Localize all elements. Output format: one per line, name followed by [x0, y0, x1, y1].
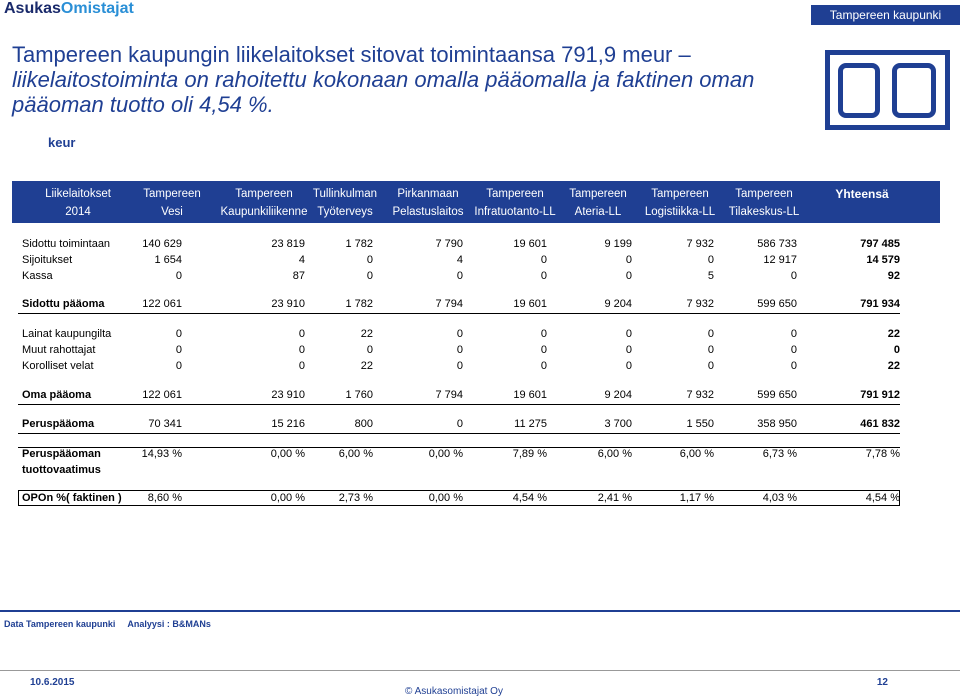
row-label — [22, 296, 105, 312]
table-cell: 6,00 % — [679, 448, 714, 460]
table-cell: 0,00 % — [428, 448, 463, 460]
table-cell: 4,54 % — [512, 492, 547, 504]
unit-label: keur — [48, 135, 76, 150]
table-cell: 0 — [540, 254, 547, 266]
row-label-text: Sidottu pääoma — [22, 298, 105, 310]
row-label-text: Muut rahottajat — [22, 344, 96, 356]
column-header-line1: Liikelaitokset — [45, 188, 111, 200]
table-cell: 22 — [360, 328, 373, 340]
table-cell: 0 — [456, 344, 463, 356]
analysis-text: Analyysi : B&MANs — [127, 619, 211, 629]
table-cell: 797 485 — [860, 238, 900, 250]
title-line3: pääoman tuotto oli 4,54 %. — [12, 92, 274, 117]
table-cell: 7 932 — [686, 389, 714, 401]
column-header-6 — [558, 181, 638, 223]
row-divider — [18, 433, 900, 434]
table-cell: 6,00 % — [338, 448, 373, 460]
table-row — [0, 416, 960, 432]
column-header-1 — [132, 181, 212, 223]
row-label-text: Korolliset velat — [22, 360, 94, 372]
table-cell: 358 950 — [757, 418, 797, 430]
table-cell: 7,89 % — [512, 448, 547, 460]
table-cell: 0,00 % — [428, 492, 463, 504]
row-label-text: Lainat kaupungilta — [22, 328, 112, 340]
table-cell: 1 782 — [345, 238, 373, 250]
table-cell: 0 — [625, 328, 632, 340]
table-cell: 0 — [175, 344, 182, 356]
table-cell: 0 — [175, 360, 182, 372]
table-row — [0, 268, 960, 284]
table-cell: 2,41 % — [597, 492, 632, 504]
table-cell: 1 550 — [686, 418, 714, 430]
table-cell: 0 — [707, 344, 714, 356]
table-cell: 4,54 % — [865, 492, 900, 504]
page-number: 12 — [876, 677, 888, 688]
table-cell: 1 760 — [345, 389, 373, 401]
row-divider — [18, 447, 900, 448]
table-cell: 461 832 — [860, 418, 900, 430]
table-cell: 122 061 — [142, 298, 182, 310]
row-divider — [18, 404, 900, 405]
table-cell: 0 — [456, 328, 463, 340]
column-header-line2: Pelastuslaitos — [392, 206, 464, 218]
table-cell: 92 — [887, 270, 900, 282]
table-cell: 0,00 % — [270, 448, 305, 460]
city-badge: Tampereen kaupunki — [811, 5, 960, 25]
table-cell: 140 629 — [142, 238, 182, 250]
table-cell: 19 601 — [513, 389, 547, 401]
source-text: Data Tampereen kaupunki — [4, 619, 116, 629]
table-row — [0, 296, 960, 312]
table-cell: 0,00 % — [270, 492, 305, 504]
table-cell: 586 733 — [757, 238, 797, 250]
table-cell: 8,60 % — [147, 492, 182, 504]
table-cell: 12 917 — [763, 254, 797, 266]
row-label — [22, 358, 94, 374]
column-header-line1: Tampereen — [735, 188, 793, 200]
row-label-text-2: tuottovaatimus — [22, 464, 101, 476]
footer-source — [4, 619, 211, 629]
column-header-line2: Työterveys — [317, 206, 373, 218]
table-cell: 7 794 — [435, 389, 463, 401]
table-cell: 1 654 — [154, 254, 182, 266]
table-cell: 0 — [298, 344, 305, 356]
column-header-line2: Ateria-LL — [574, 206, 622, 218]
table-cell: 5 — [707, 270, 714, 282]
row-label-text: OPOn %( faktinen ) — [22, 492, 122, 504]
footer-copyright: © Asukasomistajat Oy — [405, 686, 503, 697]
logo-right-shape — [892, 63, 936, 118]
table-cell: 0 — [456, 360, 463, 372]
column-header-line2: Infratuotanto-LL — [474, 206, 556, 218]
row-label — [22, 342, 95, 358]
table-cell: 0 — [707, 328, 714, 340]
row-label — [22, 416, 94, 432]
column-header-line2: Vesi — [161, 206, 183, 218]
logo-left-shape — [838, 63, 880, 118]
column-header-line1: Tampereen — [651, 188, 709, 200]
row-label — [22, 387, 91, 403]
column-header-line1: Yhteensä — [835, 187, 889, 201]
table-cell: 0 — [366, 344, 373, 356]
table-cell: 0 — [540, 328, 547, 340]
row-label — [22, 252, 72, 268]
table-cell: 9 204 — [604, 389, 632, 401]
table-cell: 0 — [625, 360, 632, 372]
table-cell: 0 — [707, 360, 714, 372]
table-cell: 7,78 % — [865, 448, 900, 460]
column-header-4 — [383, 181, 473, 223]
row-divider — [18, 313, 900, 314]
table-cell: 6,00 % — [597, 448, 632, 460]
table-cell: 22 — [887, 360, 900, 372]
table-cell: 22 — [360, 360, 373, 372]
table-cell: 87 — [292, 270, 305, 282]
column-header-line1: Tullinkulman — [312, 188, 378, 200]
table-row — [0, 358, 960, 374]
column-header-line1: Pirkanmaan — [397, 188, 459, 200]
table-cell: 0 — [625, 254, 632, 266]
table-cell: 0 — [790, 328, 797, 340]
table-cell: 800 — [354, 418, 373, 430]
column-header-0 — [23, 181, 133, 223]
table-cell: 599 650 — [757, 389, 797, 401]
table-row — [0, 236, 960, 252]
column-header-9 — [817, 181, 907, 223]
column-header-line1: Tampereen — [235, 188, 293, 200]
table-cell: 70 341 — [148, 418, 182, 430]
footer-date: 10.6.2015 — [30, 677, 75, 688]
table-cell: 4,03 % — [762, 492, 797, 504]
row-label-text: Peruspääoman — [22, 448, 101, 460]
row-highlight-box — [18, 490, 900, 506]
row-label-text: Sijoitukset — [22, 254, 73, 266]
table-row — [0, 387, 960, 403]
table-cell: 19 601 — [513, 238, 547, 250]
row-label — [22, 236, 110, 252]
page-title — [12, 42, 802, 117]
column-header-7 — [638, 181, 723, 223]
row-label-text: Sidottu toimintaan — [22, 238, 111, 250]
table-cell: 2,73 % — [338, 492, 373, 504]
table-row — [0, 326, 960, 342]
brand-logo-text — [4, 0, 134, 18]
table-cell: 0 — [540, 360, 547, 372]
table-cell: 4 — [456, 254, 463, 266]
table-cell: 0 — [707, 254, 714, 266]
table-cell: 7 932 — [686, 298, 714, 310]
table-row — [0, 446, 960, 476]
table-cell: 22 — [887, 328, 900, 340]
table-cell: 4 — [298, 254, 305, 266]
title-line1: Tampereen kaupungin liikelaitokset sitovat toimintaansa 791,9 meur – — [12, 42, 691, 67]
table-cell: 0 — [540, 344, 547, 356]
column-header-8 — [724, 181, 804, 223]
column-header-2 — [217, 181, 312, 223]
table-cell: 14,93 % — [141, 448, 182, 460]
table-cell: 0 — [175, 270, 182, 282]
table-cell: 0 — [366, 270, 373, 282]
table-cell: 0 — [298, 328, 305, 340]
column-header-line2: Kaupunkiliikenne — [220, 206, 308, 218]
table-cell: 7 790 — [435, 238, 463, 250]
table-cell: 1 782 — [345, 298, 373, 310]
brand-part1: Asukas — [4, 0, 61, 17]
column-header-line2: 2014 — [65, 206, 91, 218]
footer-divider — [0, 610, 960, 612]
table-cell: 6,73 % — [762, 448, 797, 460]
table-cell: 23 910 — [271, 389, 305, 401]
table-cell: 0 — [893, 344, 900, 356]
table-row — [0, 252, 960, 268]
row-label — [22, 446, 101, 478]
table-cell: 599 650 — [757, 298, 797, 310]
column-header-line1: Tampereen — [569, 188, 627, 200]
table-cell: 9 204 — [604, 298, 632, 310]
title-line2: liikelaitostoiminta on rahoitettu kokonaan omalla pääomalla ja faktinen oman — [12, 67, 755, 92]
table-cell: 0 — [456, 270, 463, 282]
row-label-text: Oma pääoma — [22, 389, 92, 401]
table-cell: 0 — [790, 270, 797, 282]
table-cell: 14 579 — [866, 254, 900, 266]
table-cell: 0 — [790, 360, 797, 372]
table-cell: 3 700 — [604, 418, 632, 430]
column-header-line1: Tampereen — [486, 188, 544, 200]
table-cell: 0 — [456, 418, 463, 430]
table-cell: 0 — [540, 270, 547, 282]
brand-part2: Omistajat — [60, 0, 134, 17]
row-label — [22, 326, 111, 342]
column-header-5 — [470, 181, 560, 223]
table-cell: 9 199 — [604, 238, 632, 250]
table-cell: 0 — [790, 344, 797, 356]
table-cell: 0 — [625, 344, 632, 356]
table-cell: 122 061 — [142, 389, 182, 401]
table-cell: 0 — [175, 328, 182, 340]
table-cell: 1,17 % — [679, 492, 714, 504]
row-label — [22, 268, 53, 284]
table-cell: 791 934 — [860, 298, 900, 310]
table-cell: 0 — [298, 360, 305, 372]
table-cell: 0 — [625, 270, 632, 282]
table-row — [0, 342, 960, 358]
column-header-3 — [303, 181, 388, 223]
table-cell: 791 912 — [860, 389, 900, 401]
table-cell: 11 275 — [514, 418, 547, 430]
tampere-logo-icon — [825, 50, 950, 130]
row-label-text: Kassa — [22, 270, 53, 282]
column-header-line2: Logistiikka-LL — [644, 206, 716, 218]
row-label-text: Peruspääoma — [22, 418, 95, 430]
table-cell: 15 216 — [271, 418, 305, 430]
table-cell: 23 819 — [271, 238, 305, 250]
column-header-line1: Tampereen — [143, 188, 201, 200]
column-header-line2: Tilakeskus-LL — [728, 206, 800, 218]
table-cell: 7 794 — [435, 298, 463, 310]
table-cell: 23 910 — [271, 298, 305, 310]
table-cell: 0 — [366, 254, 373, 266]
table-cell: 19 601 — [513, 298, 547, 310]
table-cell: 7 932 — [686, 238, 714, 250]
